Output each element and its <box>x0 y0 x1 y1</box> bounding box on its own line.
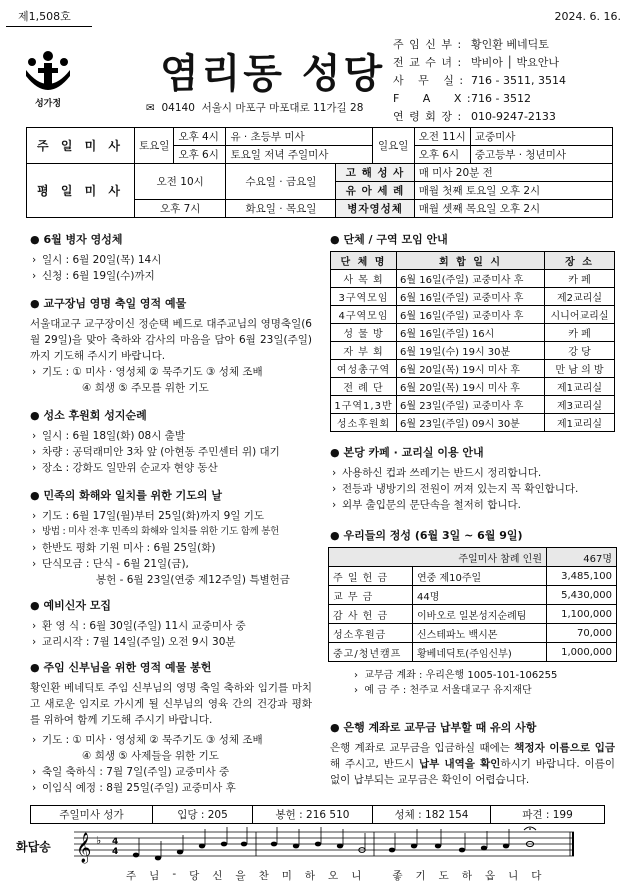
svg-text:4: 4 <box>112 847 119 857</box>
music-staff <box>74 824 614 870</box>
lyric-syllable: 미 <box>281 870 292 882</box>
lyric-syllable: 기 <box>415 870 426 882</box>
section-archbishop-feast: ● 교구장님 영명 축일 영적 예물 <box>30 296 312 312</box>
table-row: 사 목 회 6월 16일(주일) 교중미사 후 카 페 <box>331 270 615 288</box>
parish-name: 염리동 성당 <box>160 51 386 97</box>
table-row: 4구역모임 6월 16일(주일) 교중미사 후 시니어교리실 <box>331 306 615 324</box>
section-pilgrimage: ● 성소 후원회 성지순례 <box>30 408 312 424</box>
bulletin-date: 2024. 6. 16. <box>554 10 621 23</box>
table-row: 교 무 금 44명 5,430,000 <box>329 586 617 605</box>
issue-number: 제1,508호 <box>6 8 92 27</box>
left-column: ● 6월 병자 영성체 › 일시 : 6월 20일(목) 14시 › 신청 : 6월 19일(수)까지 ● 교구장님 영명 축일 영적 예물 서울대교구 교구장이신 정순택 베드로 대주교님의 영명축일(6월 29일)을 맞아 축하와 감사의 마음을 담아 6월 23일(주일)까지 기도해 주시기 바랍니다. › 기도 : ① 미사 · 영성체 ② 묵주기도 ③ 성체 조배 ④ 희생 ⑤ 주모를 위한 기도 ● 성소 후원회 성지순례 › 일시 : 6월 18일(화) 08시 출발 › 차량 : 공덕래미안 3차 앞 (아현동 주민센터 위) 대기 › 장소 : 강화도 일만위 순교자 현양 동산 ● 민족의 화해와 일치를 위한 기도의 날 › 기도 : 6월 17일(월)부터 25일(화)까지 9일 기도 › 방법 : 미사 전·후 민족의 화해와 일치를 위한 기도 함께 봉헌 › 한반도 평화 기원 미사 : 6월 25일(화) › 단식모금 : 단식 - 6월 21일(금), 봉헌 - 6월 23일(연중 제12주일) 특별헌금 ● 예비신자 모집 › 환 영 식 : 6월 30일(주일) 11시 교중미사 중 › 교리시작 : 7월 14일(주일) 오전 9시 30분 ● 주임 신부님을 위한 영적 예물 봉헌 황인환 베네딕토 주임 신부님의 영명 축일 축하와 임기를 마치고 새로운 임지로 가시게 될 신부님의 영육 간의 건강과 평화를 위하여 함께 기도해 주시기 바랍니다. › 기도 : ① 미사 · 영성체 ② 묵주기도 ③ 성체 조배 ④ 희생 ⑤ 사제들을 위한 기도 › 축일 축하식 : 7월 7일(주일) 교중미사 중 › 이임식 예정 : 8월 25일(주일) 교중미사 후 <box>30 232 312 796</box>
section-pastor-offering: ● 주임 신부님을 위한 영적 예물 봉헌 <box>30 660 312 676</box>
holy-family-icon <box>22 48 74 94</box>
offering-table: 주일미사 참례 인원 467명 주 일 헌 금 연중 제10주일 3,485,100 교 무 금 44명 5,430,000 감 사 헌 금 이바오로 일본성지순례팀 1,100,000 성소후원금 신스테파노 백시몬 70,000 중고/청년캠프 황베네딕토(주임신부) 1,000,000 <box>328 547 617 662</box>
lyric-syllable: 도 <box>438 870 449 882</box>
lyric-syllable: 하 <box>304 870 316 882</box>
table-row: 1구역1,3반 6월 23일(주일) 교중미사 후 제3교리실 <box>331 396 615 414</box>
table-row: 주 일 헌 금 연중 제10주일 3,485,100 <box>329 567 617 586</box>
lyric-syllable: 오 <box>328 870 339 882</box>
table-row: 3구역모임 6월 16일(주일) 교중미사 후 제2교리실 <box>331 288 615 306</box>
contact-row: F A X : 716 - 3512 <box>393 92 531 105</box>
contact-row: 전 교 수 녀 : 박비아 │ 박요안나 <box>393 56 559 69</box>
svg-text:4: 4 <box>112 837 119 847</box>
psalm-label: 화답송 <box>16 840 51 854</box>
table-row: 여성총구역 6월 20일(목) 19시 미사 후 만 남 의 방 <box>331 360 615 378</box>
parish-contacts <box>393 36 566 126</box>
table-row: 성소후원회 6월 23일(주일) 09시 30분 제1교리실 <box>331 414 615 432</box>
svg-text:♭: ♭ <box>96 834 102 847</box>
contact-row: 연 령 회 장 : 010-9247-2133 <box>393 110 556 123</box>
lyric-syllable: 주 <box>126 870 137 882</box>
psalm-lyrics <box>126 868 576 883</box>
hymn-numbers: 주일미사 성가 입당 : 205 봉헌 : 216 510 성체 : 182 154 파견 : 199 <box>30 805 605 824</box>
table-row: 전 례 단 6월 20일(목) 19시 미사 후 제1교리실 <box>331 378 615 396</box>
mail-icon: ✉ <box>146 102 155 114</box>
groups-title: ● 단체 / 구역 모임 안내 <box>330 232 448 248</box>
cafe-notice: ● 본당 카페 · 교리실 이용 안내 › 사용하신 컵과 쓰레기는 반드시 정리합니다. › 전등과 냉방기의 전원이 꺼져 있는지 꼭 확인합니다. › 외부 출입문의 문단속을 철저히 합니다. <box>330 445 615 513</box>
group-meetings-table: 단 체 명 회 합 일 시 장 소 사 목 회 6월 16일(주일) 교중미사 후 카 페 3구역모임 6월 16일(주일) 교중미사 후 제2교리실 4구역모임 6월 16일(주일) 교중미사 후 시니어교리실 성 물 방 6월 16일(주일) 16시 카 페 자 부 회 6월 19일(수) 19시 30분 강 당 여성총구역 6월 20일(목) 19시 미사 후 만 남 의 방 전 례 단 6월 20일(목) 19시 미사 후 제1교리실 1구역1,3반 6월 23일(주일) 교중미사 후 제3교리실 성소후원회 6월 23일(주일) 09시 30분 제1교리실 <box>330 251 615 432</box>
bank-notice: ● 은행 계좌로 교무금 납부할 때 유의 사항 은행 계좌로 교무금을 입금하실 때에는 책정자 이름으로 입금해 주시고, 반드시 납부 내역을 확인하시기 바랍니다. 이름이 없이 납부되는 교무금은 확인이 어렵습니다. <box>330 720 615 788</box>
lyric-syllable: 을 <box>235 870 246 882</box>
lyric-syllable: 신 <box>212 870 223 882</box>
logo-label: 성가정 <box>34 99 62 109</box>
table-row: 성소후원금 신스테파노 백시몬 70,000 <box>329 624 617 643</box>
section-reconciliation-prayer: ● 민족의 화해와 일치를 위한 기도의 날 <box>30 488 312 504</box>
lyric-syllable: 당 <box>189 870 200 882</box>
lyric-syllable: 옵 <box>484 870 496 882</box>
lyric-syllable: 니 <box>508 870 519 882</box>
lyric-syllable: 찬 <box>258 870 269 882</box>
lyric-syllable: 하 <box>461 870 472 882</box>
section-catechumen: ● 예비신자 모집 <box>30 598 312 614</box>
lyric-syllable: - <box>172 868 177 880</box>
parish-address: ✉ 04140 서울시 마포구 마포대로 11가길 28 <box>146 102 364 114</box>
table-row: 감 사 헌 금 이바오로 일본성지순례팀 1,100,000 <box>329 605 617 624</box>
parish-logo <box>22 48 74 110</box>
lyric-syllable: 다 <box>531 870 542 882</box>
lyric-syllable: 니 <box>351 870 362 882</box>
contact-row: 주 임 신 부 : 황인환 베네딕토 <box>393 38 549 51</box>
table-row: 성 물 방 6월 16일(주일) 16시 카 페 <box>331 324 615 342</box>
table-row: 자 부 회 6월 19일(수) 19시 30분 강 당 <box>331 342 615 360</box>
lyric-syllable: 좋 <box>392 870 403 882</box>
offering-title: ● 우리들의 정성 (6월 3일 ~ 6월 9일) <box>330 528 523 544</box>
mass-schedule: 주 일 미 사 토요일 오후 4시 유 · 초등부 미사 일요일 오전 11시 교중미사 오후 6시 토요일 저녁 주일미사 오후 6시 중고등부 · 청년미사 평 일 미 사 오전 10시 수요일 · 금요일 고 해 성 사 매 미사 20분 전 유 아 세 례 매월 첫째 토요일 오후 2시 오후 7시 화요일 · 목요일 병자영성체 매월 셋째 목요일 오후 2시 <box>26 127 613 218</box>
svg-text:𝄞: 𝄞 <box>76 833 92 863</box>
lyric-syllable: 님 <box>149 870 160 882</box>
contact-row: 사 무 실 : 716 - 3511, 3514 <box>393 74 566 87</box>
section-sick-communion: ● 6월 병자 영성체 <box>30 232 312 248</box>
responsorial-psalm <box>14 824 614 884</box>
offering-accounts: › 교무금 계좌 : 우리은행 1005-101-106255 › 예 금 주 : 천주교 서울대교구 유지재단 <box>354 670 558 696</box>
table-row: 중고/청년캠프 황베네딕토(주임신부) 1,000,000 <box>329 643 617 662</box>
